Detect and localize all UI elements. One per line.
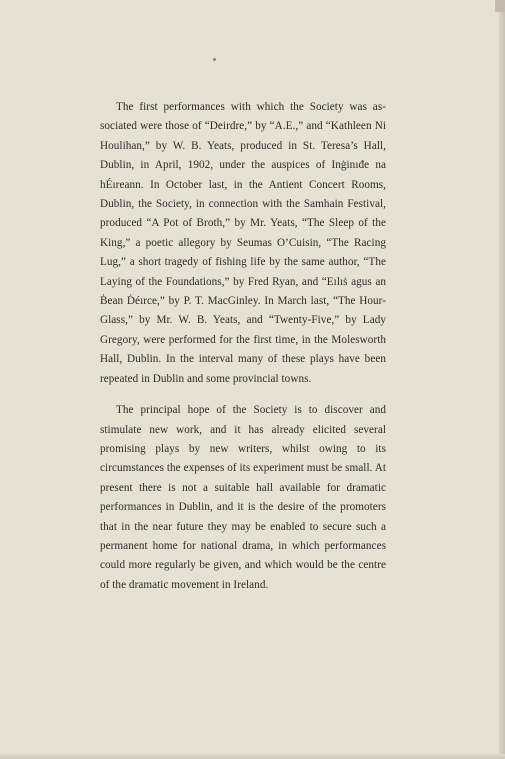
page-right-edge xyxy=(499,0,505,759)
page-corner-mark xyxy=(495,0,505,12)
body-text xyxy=(100,98,386,595)
paragraph-1: The first performances with which the Society was as-sociated were those of “Deirdre,” by “A.E.,” and “Kathleen Ni Houlihan,” by W. B. Yeats, produced in St. Teresa’s Hall, Dublin, in April, 1902, under the auspices of Inġinıđe na hÉıreann. In October last, in the Antient Concert Rooms, Dublin, the Society, in connection with the Samhain Festival, produced “A Pot of Broth,” by Mr. Yeats, “The Sleep of the King,” a poetic allegory by Seumas O’Cuisin, “The Racing Lug,” a short tragedy of fishing life by the same author, “The Laying of the Foundations,” by Fred Ryan, and “Eılıṡ agus an Ḃean Ḋéırce,” by P. T. MacGinley. In March last, “The Hour-Glass,” by Mr. W. B. Yeats, and “Twenty-Five,” by Lady Gregory, were performed for the first time, in the Molesworth Hall, Dublin. In the interval many of these plays have been repeated in Dublin and some provincial towns. xyxy=(100,101,386,385)
paper-speck xyxy=(213,58,216,61)
page-bottom-edge xyxy=(0,754,505,759)
paragraph-2: The principal hope of the Society is to discover and stimulate new work, and it has already elicited several promising plays by new writers, whilst owing to its circumstances the expenses of its experiment must be small. At present there is not a suitable hall available for dramatic performances in Dublin, and it is the desire of the promoters that in the near future they may be enabled to secure such a permanent home for national drama, in which performances could more regularly be given, and which would be the centre of the dramatic movement in Ireland. xyxy=(100,404,386,591)
